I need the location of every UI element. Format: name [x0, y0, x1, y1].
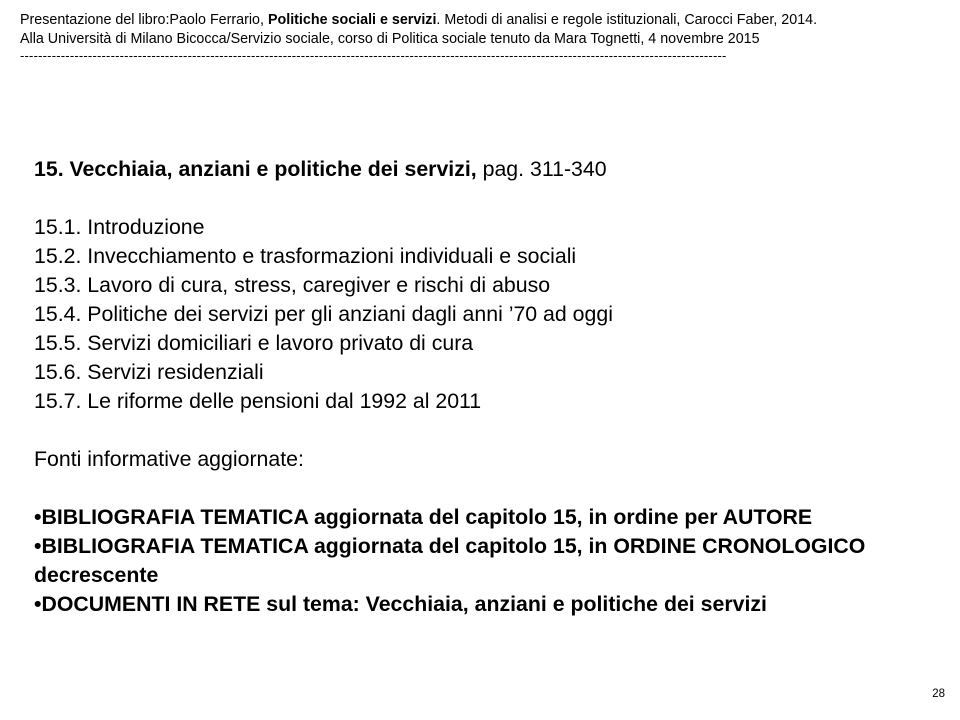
page-number: 28	[932, 688, 945, 700]
sources-heading: Fonti informative aggiornate:	[34, 447, 304, 471]
header-line-1	[20, 11, 945, 30]
toc-item: 15.7. Le riforme delle pensioni dal 1992 al 2011	[34, 389, 482, 413]
chapter-title	[34, 155, 914, 184]
slide-content	[34, 155, 914, 619]
toc-item: 15.1. Introduzione	[34, 215, 205, 239]
table-of-contents	[34, 213, 914, 416]
source-link-bibliography-chronological[interactable]: •BIBLIOGRAFIA TEMATICA aggiornata del capitolo 15, in ORDINE CRONOLOGICO decrescente	[34, 534, 866, 587]
sources-list	[34, 503, 914, 619]
slide-header	[20, 11, 945, 63]
toc-item: 15.6. Servizi residenziali	[34, 360, 264, 384]
source-link-online-documents[interactable]: •DOCUMENTI IN RETE sul tema: Vecchiaia, anziani e politiche dei servizi	[34, 592, 767, 616]
toc-item: 15.4. Politiche dei servizi per gli anziani dagli anni ’70 ad oggi	[34, 302, 613, 326]
header-line-2: Alla Università di Milano Bicocca/Servizio sociale, corso di Politica sociale tenuto da Mara Tognetti, 4 novembre 2015	[20, 31, 760, 47]
toc-item: 15.5. Servizi domiciliari e lavoro privato di cura	[34, 331, 474, 355]
toc-item: 15.2. Invecchiamento e trasformazioni individuali e sociali	[34, 244, 577, 268]
source-link-bibliography-author[interactable]: •BIBLIOGRAFIA TEMATICA aggiornata del capitolo 15, in ordine per AUTORE	[34, 505, 813, 529]
book-title: Politiche sociali e servizi	[267, 12, 437, 28]
chapter-title-bold: 15. Vecchiaia, anziani e politiche dei servizi,	[34, 157, 477, 181]
header-line-1-suffix: . Metodi di analisi e regole istituzionali, Carocci Faber, 2014.	[436, 12, 818, 28]
toc-item: 15.3. Lavoro di cura, stress, caregiver e rischi di abuso	[34, 273, 551, 297]
chapter-pages: pag. 311-340	[476, 157, 607, 181]
header-line-1-prefix: Presentazione del libro:Paolo Ferrario,	[20, 12, 268, 28]
header-divider: ------------------------------------------------------------------------------------------------------------------------------------------------------------	[20, 49, 727, 63]
